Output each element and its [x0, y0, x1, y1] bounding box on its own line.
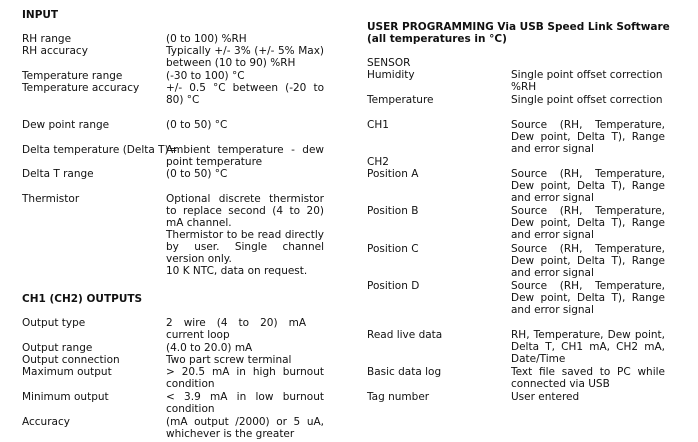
spec-value: Two part screw terminal: [166, 354, 292, 366]
spec-label: Output type: [22, 317, 86, 329]
spec-label: Tag number: [367, 391, 430, 403]
outputs-heading: CH1 (CH2) OUTPUTS: [22, 293, 143, 305]
spec-label: Temperature: [367, 94, 434, 106]
spec-label: RH range: [22, 33, 72, 45]
spec-value: User entered: [511, 391, 580, 403]
spec-value: (-30 to 100) °C: [166, 70, 245, 82]
spec-value: Source (RH, Temperature, Dew point, Delta T), Range and error signal: [511, 168, 665, 204]
spec-value: > 20.5 mA in high burnout condition: [166, 366, 324, 390]
spec-value: Source (RH, Temperature, Dew point, Delta T), Range and error signal: [511, 205, 665, 241]
spec-label: Position A: [367, 168, 419, 180]
spec-value: Ambient temperature - dew point temperature: [166, 144, 324, 168]
spec-value: +/- 0.5 °C between (-20 to 80) °C: [166, 82, 324, 106]
spec-label: Position D: [367, 280, 420, 292]
spec-value: Optional discrete thermistor to replace second (4 to 20) mA channel.: [166, 193, 324, 229]
spec-label: Dew point range: [22, 119, 110, 131]
spec-value: Source (RH, Temperature, Dew point, Delta T), Range and error signal: [511, 243, 665, 279]
spec-label: Position C: [367, 243, 419, 255]
spec-value: Source (RH, Temperature, Dew point, Delta T), Range and error signal: [511, 280, 665, 316]
spec-label: Output range: [22, 342, 93, 354]
input-heading: INPUT: [22, 9, 59, 21]
programming-subheading: (all temperatures in °C): [367, 33, 507, 45]
spec-value: 10 K NTC, data on request.: [166, 265, 308, 277]
spec-value: 2 wire (4 to 20) mA current loop: [166, 317, 306, 341]
spec-label: Delta temperature (Delta T)=: [22, 144, 178, 156]
spec-label: Accuracy: [22, 416, 70, 428]
spec-value: (mA output /2000) or 5 uA, whichever is the greater: [166, 416, 324, 440]
spec-label: Thermistor: [22, 193, 80, 205]
spec-label: Output connection: [22, 354, 120, 366]
spec-label: CH1: [367, 119, 389, 131]
spec-label: RH accuracy: [22, 45, 88, 57]
spec-label: Basic data log: [367, 366, 442, 378]
sensor-label: SENSOR: [367, 57, 411, 69]
spec-label: Read live data: [367, 329, 443, 341]
spec-label: Minimum output: [22, 391, 109, 403]
programming-heading: USER PROGRAMMING Via USB Speed Link Software: [367, 21, 670, 33]
spec-value: Single point offset correction: [511, 94, 663, 106]
spec-label: Humidity: [367, 69, 415, 81]
spec-label: Temperature range: [22, 70, 123, 82]
ch2-label: CH2: [367, 156, 389, 168]
spec-value: Typically +/- 3% (+/- 5% Max) between (10 to 90) %RH: [166, 45, 324, 69]
spec-value: < 3.9 mA in low burnout condition: [166, 391, 324, 415]
spec-value: Text file saved to PC while connected via USB: [511, 366, 665, 390]
spec-value: Single point offset correction %RH: [511, 69, 663, 93]
spec-value: RH, Temperature, Dew point, Delta T, CH1 mA, CH2 mA, Date/Time: [511, 329, 665, 365]
spec-value: (0 to 100) %RH: [166, 33, 247, 45]
spec-label: Temperature accuracy: [22, 82, 140, 94]
spec-label: Delta T range: [22, 168, 94, 180]
spec-label: Maximum output: [22, 366, 112, 378]
spec-value: Source (RH, Temperature, Dew point, Delta T), Range and error signal: [511, 119, 665, 155]
spec-value: Thermistor to be read directly by user. Single channel version only.: [166, 229, 324, 265]
spec-value: (0 to 50) °C: [166, 168, 228, 180]
spec-value: (4.0 to 20.0) mA: [166, 342, 253, 354]
spec-label: Position B: [367, 205, 419, 217]
spec-value: (0 to 50) °C: [166, 119, 228, 131]
